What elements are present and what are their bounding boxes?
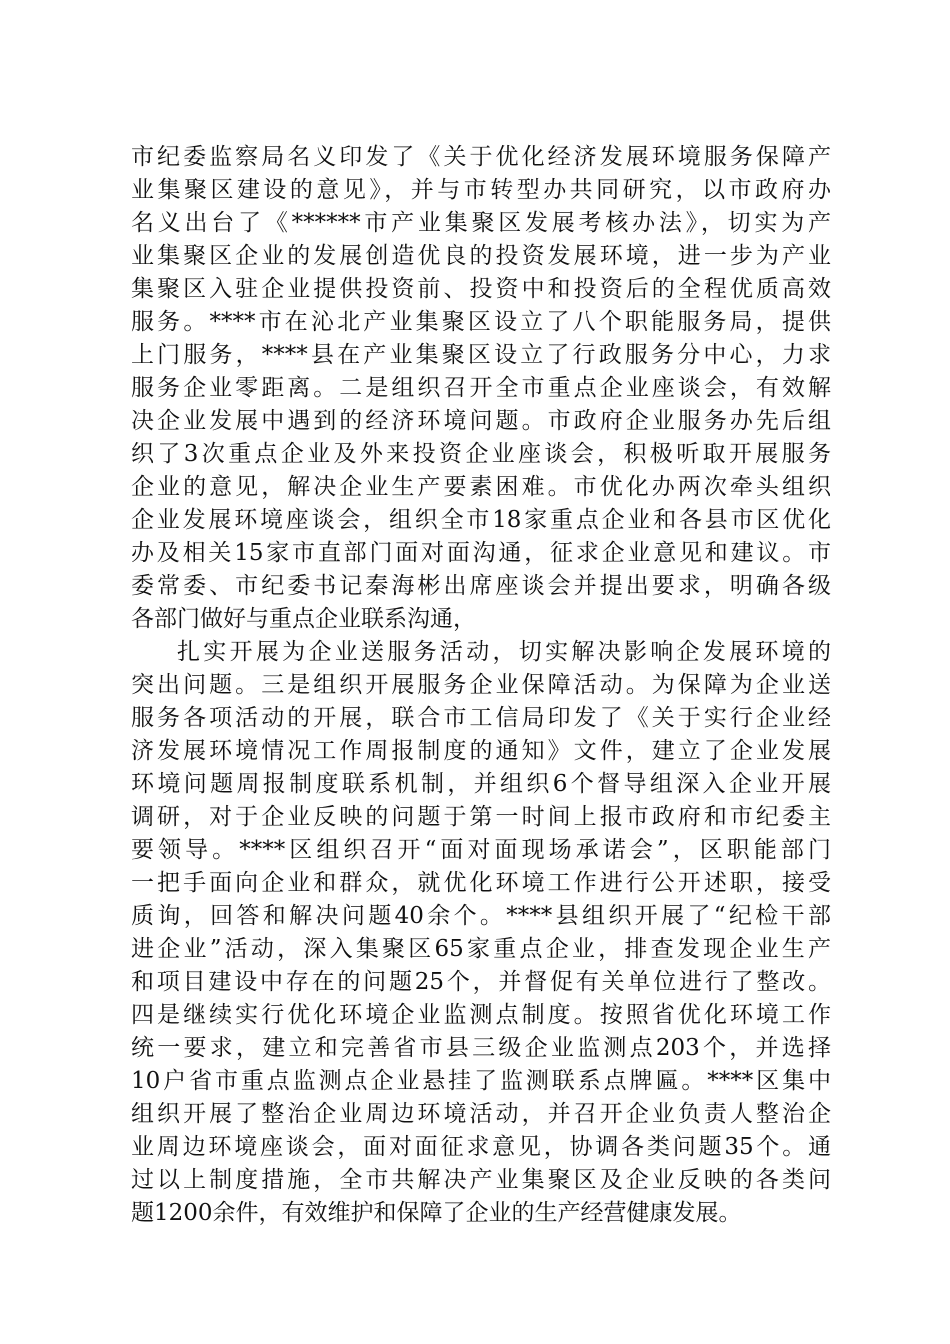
text-line: 进企业”活动，深入集聚区65家重点企业，排查发现企业生产: [131, 936, 831, 962]
text-line: 服务企业零距离。二是组织召开全市重点企业座谈会，有效解: [131, 375, 831, 401]
text-line: 上门服务，****县在产业集聚区设立了行政服务分中心，力求: [131, 342, 831, 368]
text-line: 四是继续实行优化环境企业监测点制度。按照省优化环境工作: [131, 1002, 831, 1028]
text-line: 10户省市重点监测点企业悬挂了监测联系点牌匾。****区集中: [131, 1068, 831, 1094]
text-line: 决企业发展中遇到的经济环境问题。市政府企业服务办先后组: [131, 408, 831, 434]
paragraph-1: [131, 141, 831, 636]
text-line: 和项目建设中存在的问题25个，并督促有关单位进行了整改。: [131, 969, 831, 995]
text-line: 业集聚区建设的意见》，并与市转型办共同研究，以市政府办: [131, 177, 831, 203]
text-line: 委常委、市纪委书记秦海彬出席座谈会并提出要求，明确各级: [131, 573, 831, 599]
text-line: 过以上制度措施，全市共解决产业集聚区及企业反映的各类问: [131, 1167, 831, 1193]
text-line: 企业发展环境座谈会，组织全市18家重点企业和各县市区优化: [131, 507, 831, 533]
text-line: 济发展环境情况工作周报制度的通知》文件，建立了企业发展: [131, 738, 831, 764]
text-line: 织了3次重点企业及外来投资企业座谈会，积极听取开展服务: [131, 441, 831, 467]
text-line: 业集聚区企业的发展创造优良的投资发展环境，进一步为产业: [131, 243, 831, 269]
text-line: 业周边环境座谈会，面对面征求意见，协调各类问题35个。通: [131, 1134, 831, 1160]
text-line: 质询，回答和解决问题40余个。****县组织开展了“纪检干部: [131, 903, 831, 929]
text-line: 要领导。****区组织召开“面对面现场承诺会”，区职能部门: [131, 837, 831, 863]
text-line: 企业的意见，解决企业生产要素困难。市优化办两次牵头组织: [131, 474, 831, 500]
paragraph-2: [131, 636, 831, 1230]
text-line: 服务。****市在沁北产业集聚区设立了八个职能服务局，提供: [131, 309, 831, 335]
text-line: 办及相关15家市直部门面对面沟通，征求企业意见和建议。市: [131, 540, 831, 566]
text-line: 调研，对于企业反映的问题于第一时间上报市政府和市纪委主: [131, 804, 831, 830]
text-line: 组织开展了整治企业周边环境活动，并召开企业负责人整治企: [131, 1101, 831, 1127]
text-line: 扎实开展为企业送服务活动，切实解决影响企发展环境的: [177, 639, 831, 665]
text-line: 统一要求，建立和完善省市县三级企业监测点203个，并选择: [131, 1035, 831, 1061]
text-line: 服务各项活动的开展，联合市工信局印发了《关于实行企业经: [131, 705, 831, 731]
text-line: 题1200余件，有效维护和保障了企业的生产经营健康发展。: [131, 1200, 742, 1226]
document-page: [131, 141, 831, 1230]
text-line: 突出问题。三是组织开展服务企业保障活动。为保障为企业送: [131, 672, 831, 698]
text-line: 各部门做好与重点企业联系沟通，: [131, 606, 476, 632]
text-line: 一把手面向企业和群众，就优化环境工作进行公开述职，接受: [131, 870, 831, 896]
text-line: 环境问题周报制度联系机制，并组织6个督导组深入企业开展: [131, 771, 831, 797]
text-line: 名义出台了《******市产业集聚区发展考核办法》，切实为产: [131, 210, 831, 236]
text-line: 市纪委监察局名义印发了《关于优化经济发展环境服务保障产: [131, 144, 831, 170]
text-line: 集聚区入驻企业提供投资前、投资中和投资后的全程优质高效: [131, 276, 831, 302]
